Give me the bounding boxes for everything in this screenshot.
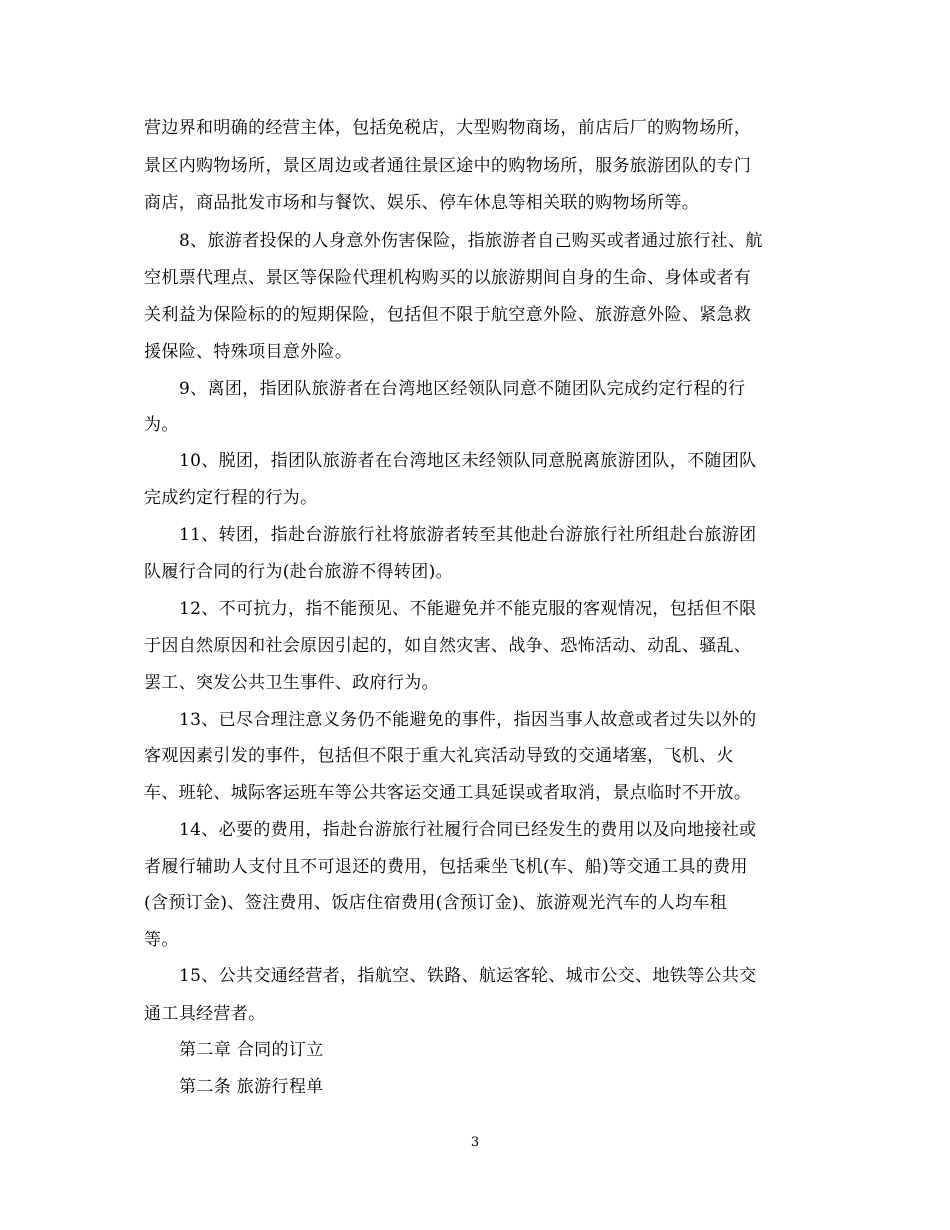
text-line: 客观因素引发的事件，包括但不限于重大礼宾活动导致的交通堵塞，飞机、火: [144, 746, 734, 766]
chapter-heading: 第二章 合同的订立: [179, 1040, 324, 1060]
text-line: 营边界和明确的经营主体，包括免税店，大型购物商场，前店后厂的购物场所，: [144, 118, 752, 138]
text-line: 于因自然原因和社会原因引起的，如自然灾害、战争、恐怖活动、动乱、骚乱、: [144, 636, 752, 656]
text-line: 10、脱团，指团队旅游者在台湾地区未经领队同意脱离旅游团队，不随团队: [179, 451, 757, 471]
text-line: (含预订金)、签注费用、饭店住宿费用(含预订金)、旅游观光汽车的人均车租: [144, 893, 728, 913]
text-line: 13、已尽合理注意义务仍不能避免的事件，指因当事人故意或者过失以外的: [179, 710, 757, 730]
text-line: 12、不可抗力，指不能预见、不能避免并不能克服的客观情况，包括但不限: [179, 599, 757, 619]
text-line: 队履行合同的行为(赴台旅游不得转团)。: [144, 562, 453, 582]
text-line: 8、旅游者投保的人身意外伤害保险，指旅游者自己购买或者通过旅行社、航: [179, 231, 763, 251]
text-line: 14、必要的费用，指赴台游旅行社履行合同已经发生的费用以及向地接社或: [179, 820, 757, 840]
text-line: 11、转团，指赴台游旅行社将旅游者转至其他赴台游旅行社所组赴台旅游团: [179, 525, 757, 545]
text-line: 15、公共交通经营者，指航空、铁路、航运客轮、城市公交、地铁等公共交: [179, 966, 757, 986]
text-line: 为。: [144, 415, 179, 435]
text-line: 车、班轮、城际客运班车等公共客运交通工具延误或者取消，景点临时不开放。: [144, 783, 752, 803]
text-line: 罢工、突发公共卫生事件、政府行为。: [144, 673, 439, 693]
page-number: 3: [470, 1135, 480, 1150]
text-line: 商店，商品批发市场和与餐饮、娱乐、停车休息等相关联的购物场所等。: [144, 193, 700, 213]
text-line: 等。: [144, 930, 179, 950]
text-line: 完成约定行程的行为。: [144, 488, 318, 508]
text-line: 空机票代理点、景区等保险代理机构购买的以旅游期间自身的生命、身体或者有: [144, 268, 752, 288]
text-line: 关利益为保险标的的短期保险，包括但不限于航空意外险、旅游意外险、紧急救: [144, 305, 752, 325]
text-line: 援保险、特殊项目意外险。: [144, 342, 353, 362]
text-line: 者履行辅助人支付且不可退还的费用，包括乘坐飞机(车、船)等交通工具的费用: [144, 857, 748, 877]
text-line: 通工具经营者。: [144, 1004, 266, 1024]
article-heading: 第二条 旅游行程单: [179, 1077, 324, 1097]
text-line: 9、离团，指团队旅游者在台湾地区经领队同意不随团队完成约定行程的行: [179, 379, 746, 399]
text-line: 景区内购物场所，景区周边或者通往景区途中的购物场所，服务旅游团队的专门: [144, 156, 752, 176]
